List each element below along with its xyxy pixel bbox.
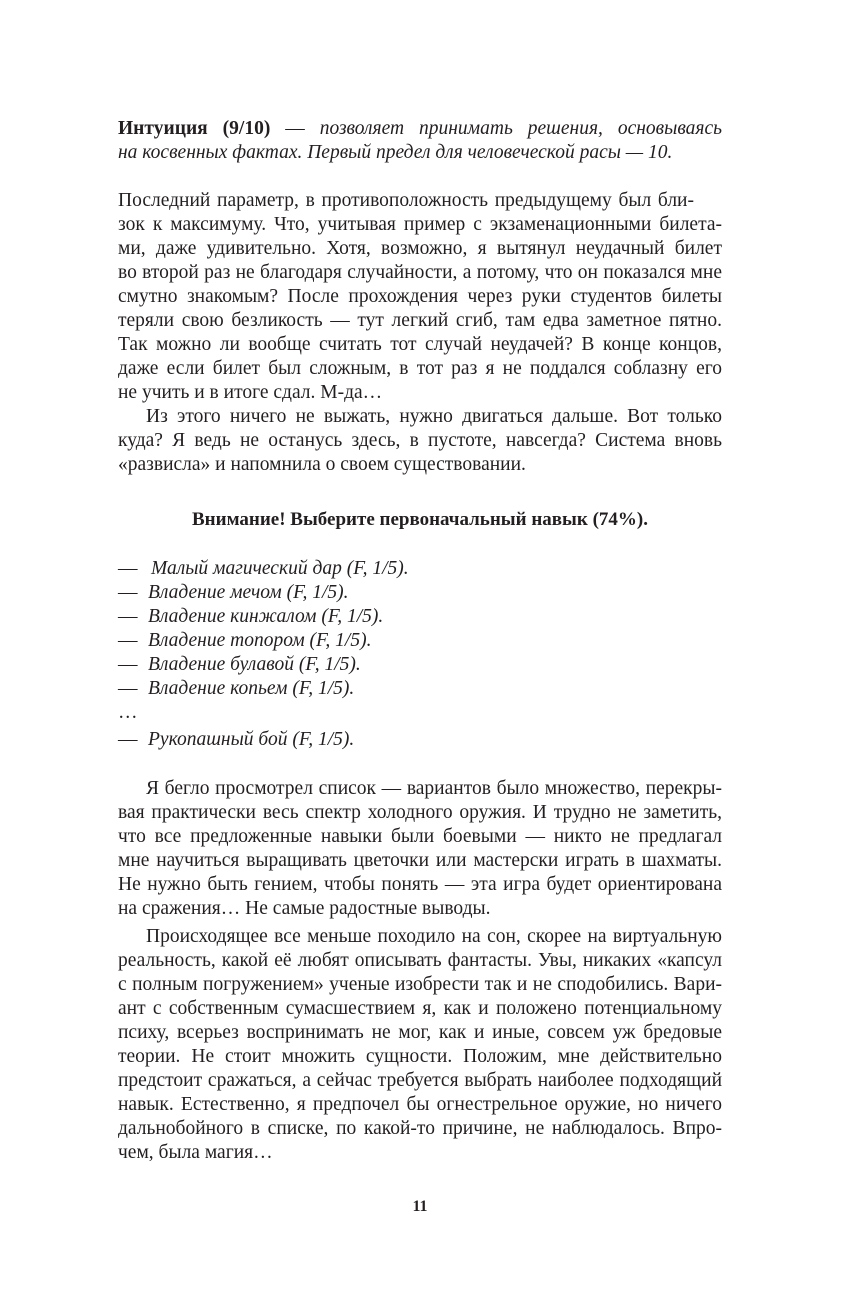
para3-line: на сражения… Не самые радостные выводы. xyxy=(118,898,491,919)
skill-list-ellipsis: … xyxy=(118,702,138,723)
page-number: 11 xyxy=(412,1198,428,1215)
intuition-label: Интуиция (9/10) xyxy=(118,118,271,139)
para4-line: теории. Не стоит множить сущности. Положим, мне действительно xyxy=(118,1046,722,1067)
para1-line: теряли свою безликость — тут легкий сгиб, там едва заметное пятно. xyxy=(118,310,722,331)
para4-line: с полным погружением» ученые изобрести так и не сподобились. Вари- xyxy=(118,974,722,995)
para4-line: психу, всерьез воспринимать не мог, как и иные, совсем уж бредовые xyxy=(118,1022,722,1043)
para2-line: «развисла» и напомнила о своем существовании. xyxy=(118,454,526,475)
para4-line: Происходящее все меньше походило на сон, скорее на виртуальную xyxy=(146,926,722,947)
intuition-description: позволяет принимать решения, основываясь xyxy=(319,118,723,139)
intuition-stat-line-1 xyxy=(118,117,722,141)
para3-line: Не нужно быть гением, чтобы понять — эта игра будет ориентирована xyxy=(118,874,722,895)
para4-line: предстоит сражаться, а сейчас требуется выбрать наиболее подходящий xyxy=(118,1070,722,1091)
para3-line: что все предложенные навыки были боевыми — никто не предлагал xyxy=(118,826,722,847)
para3-line: Я бегло просмотрел список — вариантов было множество, перекры- xyxy=(146,778,722,799)
para1-line: не учить и в итоге сдал. М-да… xyxy=(118,382,383,403)
para1-line: Последний параметр, в противоположность предыдущему был бли- xyxy=(118,190,694,211)
skill-item: — Владение кинжалом (F, 1/5). xyxy=(118,606,384,627)
para4-line: дальнобойного в списке, по какой-то причине, не наблюдалось. Впро- xyxy=(118,1118,722,1139)
para3-line: мне научиться выращивать цветочки или мастерски играть в шахматы. xyxy=(118,850,722,871)
para1-line: Так можно ли вообще считать тот случай неудачей? В конце концов, xyxy=(118,334,722,355)
para1-line: зок к максимуму. Что, учитывая пример с экзаменационными билета- xyxy=(118,214,722,235)
skill-item: — Владение мечом (F, 1/5). xyxy=(118,582,349,603)
skill-item: — Владение топором (F, 1/5). xyxy=(118,630,372,651)
skill-item: — Малый магический дар (F, 1/5). xyxy=(118,558,409,579)
system-notice: Внимание! Выберите первоначальный навык (74%). xyxy=(192,509,648,530)
para1-line: во второй раз не благодаря случайности, а потому, что он показался мне xyxy=(118,262,722,283)
para4-line: реальность, какой её любят описывать фантасты. Увы, никаких «капсул xyxy=(118,950,722,971)
intuition-dash: — xyxy=(270,118,320,139)
para2-line: Из этого ничего не выжать, нужно двигаться дальше. Вот только xyxy=(146,406,722,427)
para4-line: ант с собственным сумасшествием я, как и положено потенциальному xyxy=(118,998,722,1019)
para3-line: вая практически весь спектр холодного оружия. И трудно не заметить, xyxy=(118,802,722,823)
para2-line: куда? Я ведь не останусь здесь, в пустоте, навсегда? Система вновь xyxy=(118,430,722,451)
skill-item: — Владение булавой (F, 1/5). xyxy=(118,654,361,675)
intuition-stat-line-2: на косвенных фактах. Первый предел для человеческой расы — 10. xyxy=(118,142,673,163)
para1-line: даже если билет был сложным, в тот раз я не поддался соблазну его xyxy=(118,358,722,379)
para4-line: чем, была магия… xyxy=(118,1142,273,1163)
skill-item: — Рукопашный бой (F, 1/5). xyxy=(118,729,355,750)
para4-line: навык. Естественно, я предпочел бы огнестрельное оружие, но ничего xyxy=(118,1094,722,1115)
skill-item: — Владение копьем (F, 1/5). xyxy=(118,678,355,699)
para1-line: смутно знакомым? После прохождения через руки студентов билеты xyxy=(118,286,722,307)
para1-line: ми, даже удивительно. Хотя, возможно, я вытянул неудачный билет xyxy=(118,238,722,259)
